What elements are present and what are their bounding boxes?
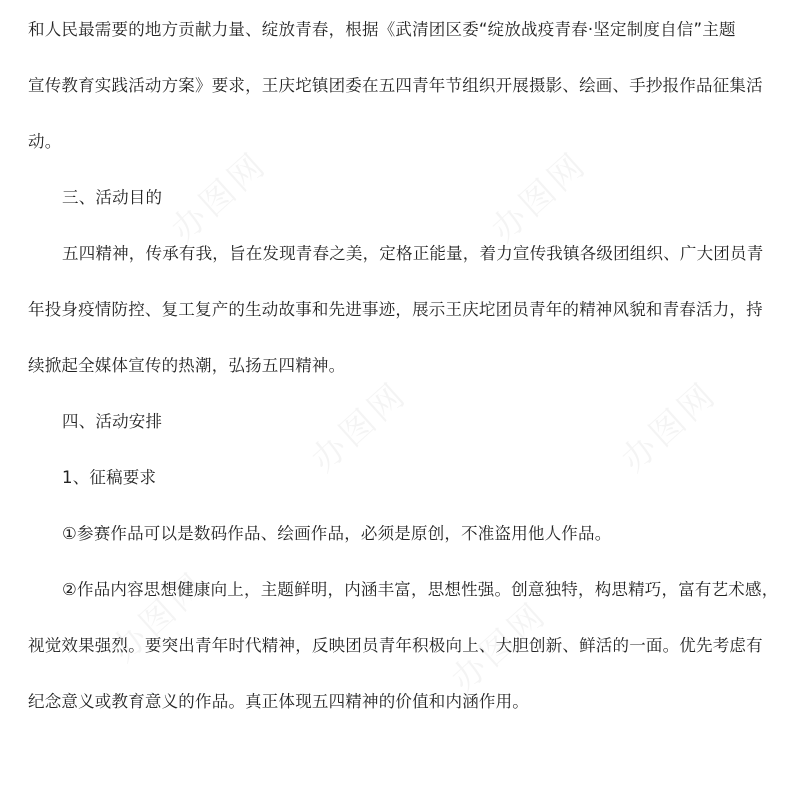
paragraph-line: 续掀起全媒体宣传的热潮，弘扬五四精神。	[28, 356, 346, 375]
paragraph-line: 纪念意义或教育意义的作品。真正体现五四精神的价值和内涵作用。	[28, 692, 529, 711]
subsection-heading: 1、征稿要求	[62, 468, 157, 487]
paragraph-line: 动。	[28, 132, 62, 151]
list-item: ①参赛作品可以是数码作品、绘画作品，必须是原创，不准盗用他人作品。	[62, 524, 612, 543]
paragraph-line: 年投身疫情防控、复工复产的生动故事和先进事迹，展示王庆坨团员青年的精神风貌和青春活力，持	[28, 300, 763, 319]
paragraph-line: 宣传教育实践活动方案》要求，王庆坨镇团委在五四青年节组织开展摄影、绘画、手抄报作品征集活	[28, 76, 763, 95]
list-item: ②作品内容思想健康向上，主题鲜明，内涵丰富，思想性强。创意独特，构思精巧，富有艺术感，	[62, 580, 779, 599]
section-heading: 三、活动目的	[62, 188, 163, 207]
paragraph-line: 五四精神，传承有我，旨在发现青春之美，定格正能量，着力宣传我镇各级团组织、广大团员青	[62, 244, 764, 263]
section-heading: 四、活动安排	[62, 412, 163, 431]
paragraph-line: 视觉效果强烈。要突出青年时代精神，反映团员青年积极向上、大胆创新、鲜活的一面。优先考虑有	[28, 636, 763, 655]
paragraph-line: 和人民最需要的地方贡献力量、绽放青春，根据《武清团区委“绽放战疫青春·坚定制度自信”主题	[28, 20, 736, 39]
